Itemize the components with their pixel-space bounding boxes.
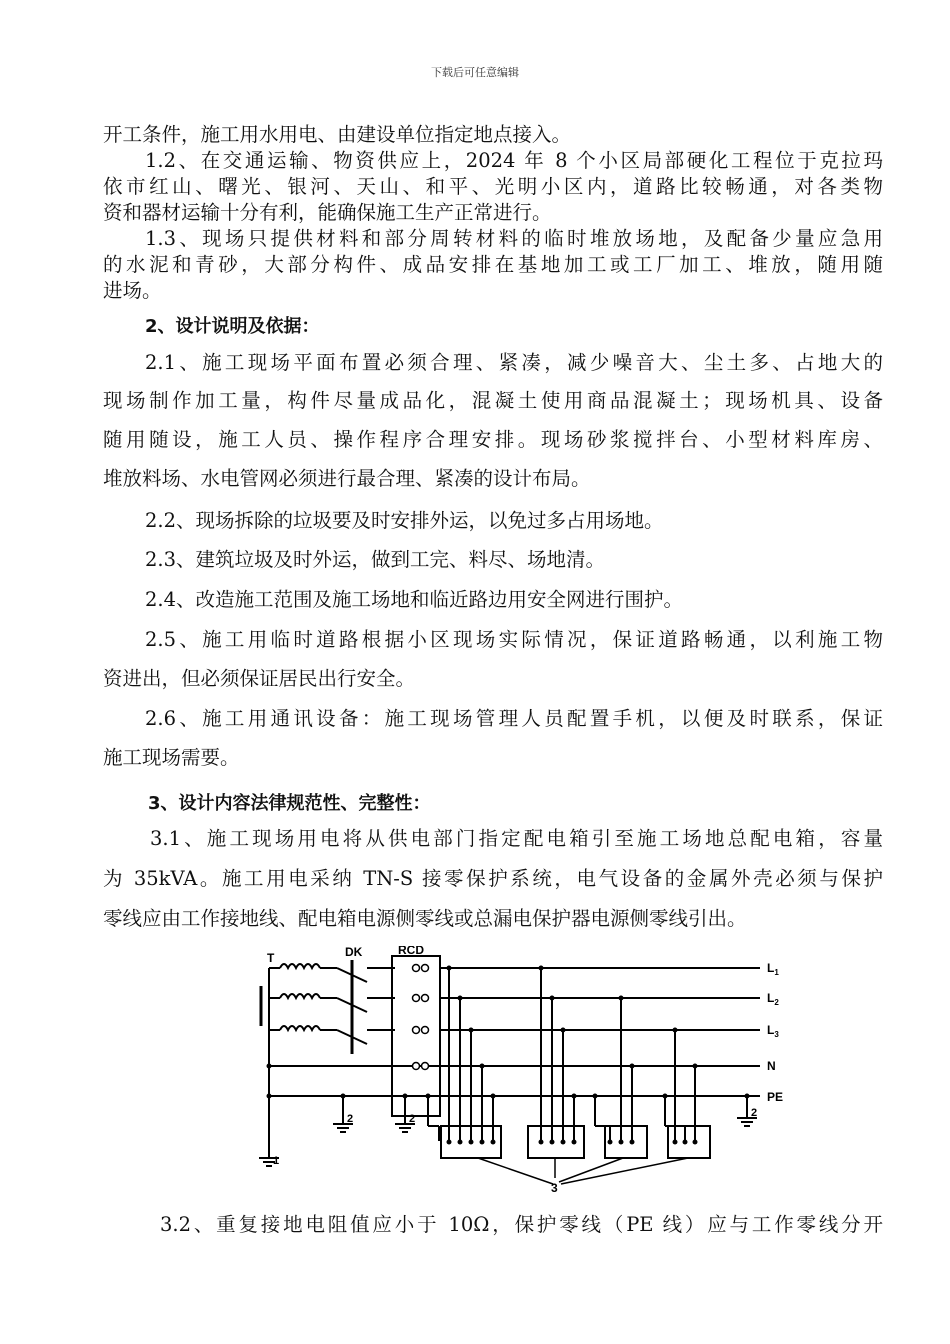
label-ground-1: 1	[273, 1155, 280, 1167]
label-rcd: RCD	[398, 946, 424, 957]
paragraph-line: 2.5、施工用临时道路根据小区现场实际情况，保证道路畅通，以利施工物	[145, 628, 883, 651]
section-heading-3: 3、设计内容法律规范性、完整性：	[148, 793, 431, 814]
paragraph-line: 1.3、现场只提供材料和部分周转材料的临时堆放场地，及配备少量应急用	[145, 227, 883, 250]
paragraph-line: 的水泥和青砂，大部分构件、成品安排在基地加工或工厂加工、堆放，随用随	[103, 253, 883, 276]
paragraph-line: 资和器材运输十分有利，能确保施工生产正常进行。	[103, 201, 552, 224]
label-ground-2: 2	[751, 1107, 758, 1119]
paragraph-line: 开工条件，施工用水用电、由建设单位指定地点接入。	[103, 123, 572, 146]
paragraph-line: 现场制作加工量，构件尽量成品化，混凝土使用商品混凝土；现场机具、设备	[103, 389, 883, 412]
paragraph-line: 3.2、重复接地电阻值应小于 10Ω，保护零线（PE 线）应与工作零线分开	[160, 1213, 883, 1236]
paragraph-line: 2.6、施工用通讯设备：施工现场管理人员配置手机，以便及时联系，保证	[145, 707, 883, 730]
label-l1: $L_1$	[767, 961, 779, 977]
paragraph-line: 为 35kVA。施工用电采纳 TN-S 接零保护系统，电气设备的金属外壳必须与保护	[103, 867, 883, 890]
label-l2: $L_2$	[767, 991, 779, 1007]
paragraph-line: 2.4、改造施工范围及施工场地和临近路边用安全网进行围护。	[145, 588, 684, 611]
label-transformer: T	[267, 951, 275, 965]
section-heading-2: 2、设计说明及依据：	[145, 316, 320, 337]
label-neutral: N	[767, 1059, 776, 1073]
paragraph-line: 2.3、建筑垃圾及时外运，做到工完、料尽、场地清。	[145, 548, 606, 571]
label-ground-2: 2	[347, 1113, 354, 1125]
paragraph-line: 施工现场需要。	[103, 746, 240, 769]
tn-s-wiring-diagram	[255, 946, 795, 1196]
paragraph-line: 2.1、施工现场平面布置必须合理、紧凑，减少噪音大、尘土多、占地大的	[145, 351, 883, 374]
paragraph-line: 堆放料场、水电管网必须进行最合理、紧凑的设计布局。	[103, 467, 591, 490]
paragraph-line: 资进出，但必须保证居民出行安全。	[103, 667, 416, 690]
label-ground-2: 2	[409, 1113, 416, 1125]
page-header-note: 下载后可任意编辑	[431, 66, 519, 79]
label-equipment-3: 3	[551, 1181, 558, 1195]
label-pe: PE	[767, 1090, 784, 1104]
paragraph-line: 2.2、现场拆除的垃圾要及时安排外运，以免过多占用场地。	[145, 509, 664, 532]
paragraph-line: 随用随设，施工人员、操作程序合理安排。现场砂浆搅拌台、小型材料库房、	[103, 428, 883, 451]
label-l3: $L_3$	[767, 1023, 779, 1039]
paragraph-line: 进场。	[103, 279, 162, 302]
paragraph-line: 1.2、在交通运输、物资供应上，2024 年 8 个小区局部硬化工程位于克拉玛	[145, 149, 883, 172]
label-switch-dk: DK	[345, 946, 363, 959]
paragraph-line: 依市红山、曙光、银河、天山、和平、光明小区内，道路比较畅通，对各类物	[103, 175, 883, 198]
paragraph-line: 3.1、施工现场用电将从供电部门指定配电箱引至施工场地总配电箱，容量	[150, 827, 883, 850]
paragraph-line: 零线应由工作接地线、配电箱电源侧零线或总漏电保护器电源侧零线引出。	[103, 907, 747, 930]
